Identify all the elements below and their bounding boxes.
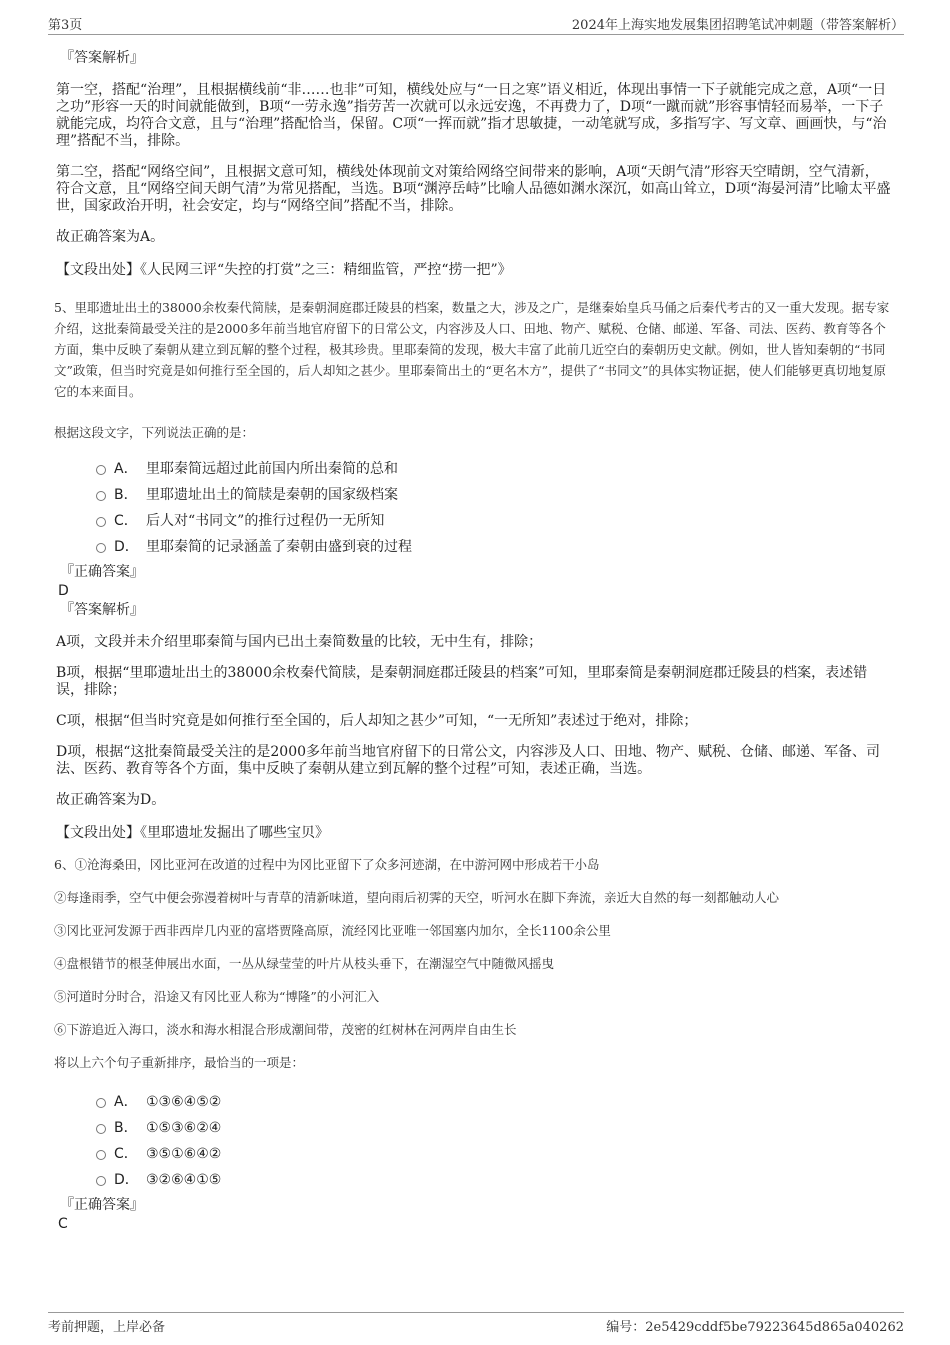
radio-icon[interactable] — [96, 1150, 106, 1160]
q5-source: 【文段出处】《里耶遗址发掘出了哪些宝贝》 — [56, 825, 329, 841]
q5-answer: D — [58, 583, 69, 599]
radio-icon[interactable] — [96, 465, 106, 475]
q5-analysis-a: A项，文段并未介绍里耶秦简与国内已出土秦简数量的比较，无中生有，排除； — [56, 634, 543, 650]
q6-option-c[interactable]: C． ③⑤①⑥④② — [96, 1141, 891, 1167]
q6-options — [96, 1089, 891, 1193]
page-number: 第3页 — [48, 18, 83, 33]
q6-answer: C — [58, 1216, 68, 1232]
q5-options — [96, 456, 891, 560]
q6-prompt: 将以上六个句子重新排序，最恰当的一项是： — [54, 1055, 305, 1070]
q5-option-b[interactable]: B． 里耶遗址出土的简牍是秦朝的国家级档案 — [96, 482, 891, 508]
page-header — [48, 14, 904, 35]
page-content — [56, 46, 891, 1233]
q6-answer-label: 『正确答案』 — [60, 1197, 144, 1213]
radio-icon[interactable] — [96, 543, 106, 553]
q6-option-d[interactable]: D． ③②⑥④①⑤ — [96, 1167, 891, 1193]
page-footer — [48, 1312, 904, 1338]
radio-icon[interactable] — [96, 1124, 106, 1134]
q6-sentence-6: ⑥下游追近入海口，淡水和海水相混合形成潮间带，茂密的红树林在河两岸自由生长 — [54, 1022, 517, 1037]
q5-conclusion: 故正确答案为D。 — [56, 792, 166, 808]
q5-analysis-b: B项，根据“里耶遗址出土的38000余枚秦代简牍，是秦朝洞庭郡迁陵县的档案”可知，里耶秦简是秦朝洞庭郡迁陵县的档案，表述错误，排除； — [56, 665, 868, 698]
footer-slogan: 考前押题，上岸必备 — [48, 1320, 166, 1335]
radio-icon[interactable] — [96, 1176, 106, 1186]
q6-option-a[interactable]: A． ①③⑥④⑤② — [96, 1089, 891, 1115]
document-title: 2024年上海实地发展集团招聘笔试冲刺题（带答案解析） — [571, 18, 904, 33]
radio-icon[interactable] — [96, 1098, 106, 1108]
q5-prompt: 根据这段文字，下列说法正确的是： — [54, 425, 255, 440]
q5-option-c[interactable]: C． 后人对“书同文”的推行过程仍一无所知 — [96, 508, 891, 534]
q5-stem: 5、里耶遗址出土的38000余枚秦代简牍，是秦朝洞庭郡迁陵县的档案，数量之大，涉及之广，是继秦始皇兵马俑之后秦代考古的又一重大发现。据专家介绍，这批秦简最受关注的是2000多年前当地官府留下的日常公文，内容涉及人口、田地、物产、赋税、仓储、邮递、军备、司法、医药、教育等各个方面，集中反映了秦朝从建立到瓦解的整个过程，极其珍贵。里耶秦简的发现，极大丰富了此前几近空白的秦朝历史文献。例如，世人皆知秦朝的“书同文”政策，但当时究竟是如何推行至全国的，后人却知之甚少。里耶秦简出土的“更名木方”，提供了“书同文”的具体实物证据，使人们能够更真切地复原它的本来面目。 — [54, 300, 890, 399]
q4-source: 【文段出处】《人民网三评“失控的打赏”之三：精细监管，严控“捞一把”》 — [56, 262, 512, 278]
q5-option-d[interactable]: D． 里耶秦简的记录涵盖了秦朝由盛到衰的过程 — [96, 534, 891, 560]
q5-answer-label: 『正确答案』 — [60, 564, 144, 580]
q6-sentence-4: ④盘根错节的根茎伸展出水面，一丛从绿莹莹的叶片从枝头垂下，在潮湿空气中随微风摇曳 — [54, 956, 555, 971]
q6-sentence-3: ③冈比亚河发源于西非西岸几内亚的富塔贾隆高原，流经冈比亚唯一邻国塞内加尔，全长1100余公里 — [54, 923, 611, 938]
q5-analysis-d: D项，根据“这批秦简最受关注的是2000多年前当地官府留下的日常公文，内容涉及人口、田地、物产、赋税、仓储、邮递、军备、司法、医药、教育等各个方面，集中反映了秦朝从建立到瓦解的整个过程”可知，表述正确，当选。 — [56, 744, 881, 777]
q6-sentence-2: ②每逢雨季，空气中便会弥漫着树叶与青草的清新味道，望向雨后初霁的天空，听河水在脚下奔流，亲近大自然的每一刻都触动人心 — [54, 890, 780, 905]
q5-analysis-label: 『答案解析』 — [60, 602, 144, 618]
q5-option-a[interactable]: A． 里耶秦简远超过此前国内所出秦简的总和 — [96, 456, 891, 482]
q6-option-b[interactable]: B． ①⑤③⑥②④ — [96, 1115, 891, 1141]
q6-sentence-5: ⑤河道时分时合，沿途又有冈比亚人称为“博隆”的小河汇入 — [54, 989, 380, 1004]
q4-conclusion: 故正确答案为A。 — [56, 229, 165, 245]
q6-sentence-1: 6、①沧海桑田，冈比亚河在改道的过程中为冈比亚留下了众多河迹湖，在中游河网中形成若干小岛 — [54, 857, 600, 872]
radio-icon[interactable] — [96, 517, 106, 527]
q4-analysis-label: 『答案解析』 — [60, 50, 144, 66]
document-code: 编号：2e5429cddf5be79223645d865a040262 — [606, 1320, 904, 1335]
radio-icon[interactable] — [96, 491, 106, 501]
q4-analysis-p2: 第二空，搭配“网络空间”，且根据文意可知，横线处体现前文对策给网络空间带来的影响，A项“天朗气清”形容天空晴朗，空气清新，符合文意，且“网络空间天朗气清”为常见搭配，当选。B项“渊渟岳峙”比喻人品德如渊水深沉，如高山耸立，D项“海晏河清”比喻太平盛世，国家政治开明，社会安定，均与“网络空间”搭配不当，排除。 — [56, 164, 891, 214]
q4-analysis-p1: 第一空，搭配“治理”，且根据横线前“非……也非”可知，横线处应与“一日之寒”语义相近，体现出事情一下子就能完成之意，A项“一日之功”形容一天的时间就能做到，B项“一劳永逸”指劳苦一次就可以永远安逸，不再费力了，D项“一蹴而就”形容事情轻而易举，一下子就能完成，均符合文意，且与“治理”搭配恰当，保留。C项“一挥而就”指才思敏捷，一动笔就写成，多指写字、写文章、画画快，与“治理”搭配不当，排除。 — [56, 82, 887, 149]
q5-analysis-c: C项，根据“但当时究竟是如何推行至全国的，后人却知之甚少”可知，“一无所知”表述过于绝对，排除； — [56, 713, 698, 729]
